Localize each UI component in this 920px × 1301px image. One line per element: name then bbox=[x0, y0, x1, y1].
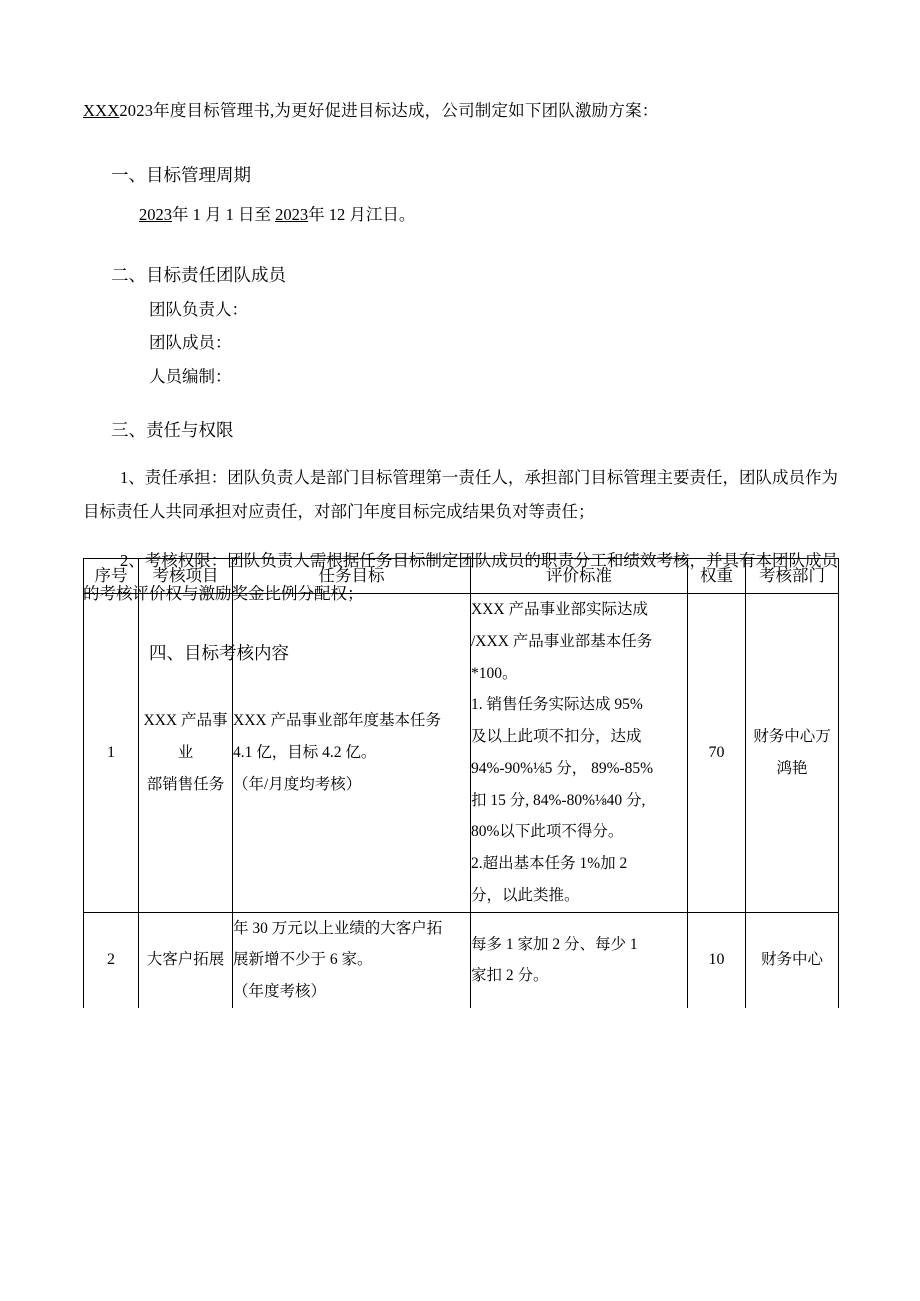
row-1-standard-line-9: 2.超出基本任务 1%加 2 bbox=[471, 855, 628, 873]
intro-underlined-prefix: XXX bbox=[83, 101, 120, 120]
row-1-standard-line-5: 及以上此项不扣分，达成 bbox=[471, 728, 642, 746]
col-header-standard: 评价标准 bbox=[471, 559, 688, 594]
row-1-item-line-2: 部销售任务 bbox=[146, 775, 225, 793]
col-header-dept: 考核部门 bbox=[746, 559, 839, 594]
row-2-item bbox=[139, 912, 233, 1008]
row-2-standard bbox=[471, 912, 688, 1008]
row-1-standard-line-1: XXX 产品事业部实际达成 bbox=[471, 601, 648, 618]
row-2-item-line-1: 大客户拓展 bbox=[146, 951, 225, 969]
row-2-no: 2 bbox=[84, 912, 139, 1008]
period-start-year: 2023 bbox=[139, 205, 172, 225]
period-mid-text: 年 1 月 1 日至 bbox=[172, 205, 271, 225]
section-heading-4: 四、目标考核内容 bbox=[149, 642, 289, 663]
table-header-row bbox=[84, 559, 839, 594]
assessment-table bbox=[83, 558, 839, 1008]
section-heading-2: 二、目标责任团队成员 bbox=[111, 265, 286, 286]
headcount-line: 人员编制： bbox=[149, 367, 232, 387]
row-2-standard-line-2: 家扣 2 分。 bbox=[471, 967, 549, 985]
row-2-dept-line-1: 财务中心 bbox=[760, 951, 823, 969]
row-2-dept bbox=[746, 912, 839, 1008]
spacer bbox=[83, 447, 838, 461]
team-members-line: 团队成员： bbox=[149, 333, 232, 353]
team-leader-line: 团队负责人： bbox=[149, 299, 248, 319]
row-1-dept bbox=[746, 594, 839, 913]
row-1-standard-line-2: /XXX 产品事业部基本任务 bbox=[471, 632, 653, 650]
row-2-task-line-1: 年 30 万元以上业绩的大客户拓 bbox=[233, 919, 443, 937]
management-period-line bbox=[83, 198, 838, 231]
spacer bbox=[83, 394, 838, 414]
period-tail-text: 年 12 月江日。 bbox=[308, 205, 416, 225]
row-1-task-line-1: XXX 产品事业部年度基本任务 bbox=[233, 712, 441, 730]
row-2-task-line-2: 展新增不少于 6 家。 bbox=[233, 951, 373, 969]
col-header-item: 考核项目 bbox=[139, 559, 233, 594]
row-1-task bbox=[233, 594, 471, 913]
period-end-year: 2023 bbox=[275, 205, 309, 225]
row-1-no: 1 bbox=[84, 594, 139, 913]
col-header-no: 序号 bbox=[84, 559, 139, 594]
row-1-weight: 70 bbox=[688, 594, 746, 913]
row-1-item bbox=[139, 594, 233, 913]
col-header-task: 任务目标 bbox=[233, 559, 471, 594]
intro-paragraph bbox=[83, 95, 838, 127]
row-2-task bbox=[233, 912, 471, 1008]
responsibility-paragraph: 1、责任承担：团队负责人是部门目标管理第一责任人，承担部门目标管理主要责任，团队成员作为目标责任人共同承担对应责任，对部门年度目标完成结果负对等责任； bbox=[83, 468, 838, 521]
row-1-dept-line-1: 财务中心万 bbox=[753, 728, 831, 746]
row-1-standard-line-10: 分，以此类推。 bbox=[471, 886, 580, 904]
assessment-table-wrapper bbox=[83, 558, 838, 1008]
col-header-weight: 权重 bbox=[688, 559, 746, 594]
row-1-standard-line-8: 80%以下此项不得分。 bbox=[471, 823, 624, 841]
row-2-standard-line-1: 每多 1 家加 2 分、每少 1 bbox=[471, 935, 638, 953]
spacer bbox=[83, 530, 838, 544]
spacer bbox=[83, 245, 838, 259]
row-1-task-line-3: （年/月度均考核） bbox=[233, 775, 362, 793]
row-1-standard-line-6: 94%-90%⅛5 分， 89%-85% bbox=[471, 759, 654, 777]
spacer bbox=[83, 145, 838, 159]
table-row bbox=[84, 594, 839, 913]
section-heading-3: 三、责任与权限 bbox=[111, 420, 234, 441]
section-heading-1: 一、目标管理周期 bbox=[111, 165, 251, 186]
intro-text: 2023年度目标管理书,为更好促进目标达成，公司制定如下团队激励方案： bbox=[119, 101, 659, 120]
row-2-weight: 10 bbox=[688, 912, 746, 1008]
table-row bbox=[84, 912, 839, 1008]
row-2-task-line-3: （年度考核） bbox=[233, 983, 327, 1001]
row-1-standard bbox=[471, 594, 688, 913]
row-1-standard-line-3: *100。 bbox=[471, 664, 518, 682]
row-1-item-line-1: XXX 产品事业 bbox=[143, 712, 228, 761]
row-1-standard-line-4: 1. 销售任务实际达成 95% bbox=[471, 696, 643, 714]
row-1-task-line-2: 4.1 亿，目标 4.2 亿。 bbox=[233, 743, 377, 761]
assessment-authority-paragraph: 2、考核权限：团队负责人需根据任务目标制定团队成员的职责分工和绩效考核，并具有本团队成员的考核评价权与激励奖金比例分配权； bbox=[83, 551, 838, 604]
row-1-standard-line-7: 扣 15 分, 84%-80%⅛40 分, bbox=[471, 791, 646, 809]
row-1-dept-line-2: 鸿艳 bbox=[776, 759, 808, 777]
